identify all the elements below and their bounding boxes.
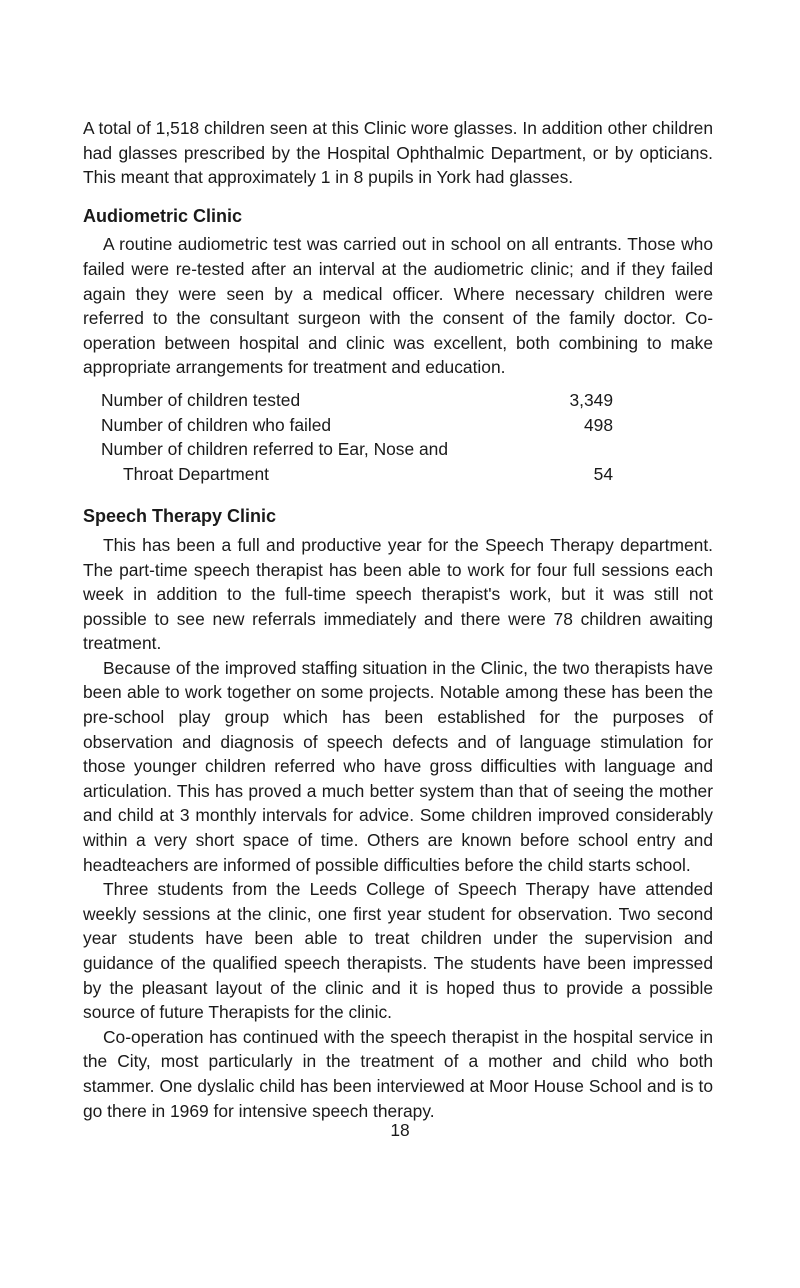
speech-paragraph-3: Three students from the Leeds College of Speech Therapy have attended weekly sessions at the clinic, one first year student for observation. Two second year students have been able to treat children under the supervision and guidance of the qualified speech therapists. The students have been impressed by the pleasant layout of the clinic and it is hoped thus to provide a possible source of future Therapists for the clinic. [83,879,713,1023]
stat-value: 54 [593,463,613,484]
audiometric-heading: Audiometric Clinic [83,205,243,226]
audiometric-stats [83,388,613,486]
stat-label: Number of children tested [101,389,301,410]
stat-row-referred-line2 [101,462,613,487]
document-page [83,116,713,1123]
speech-paragraph-4: Co-operation has continued with the speech therapist in the hospital service in the City, most particularly in the treatment of a mother and child who both stammer. One dyslalic child has been interviewed at Moor House School and is to go there in 1969 for intensive speech therapy. [83,1026,713,1121]
speech-therapy-heading: Speech Therapy Clinic [83,506,277,527]
stat-row-failed [101,413,613,438]
audiometric-paragraph: A routine audiometric test was carried out in school on all entrants. Those who failed were re-tested after an interval at the audiometric clinic; and if they failed again they were seen by a medical officer. Where necessary children were referred to the consultant surgeon with the consent of the family doctor. Co-operation between hospital and clinic was excellent, both combining to make appropriate arrangements for treatment and education. [83,234,713,378]
stat-label: Number of children who failed [101,414,332,435]
speech-paragraph-2: Because of the improved staffing situation in the Clinic, the two therapists have been able to work together on some projects. Notable among these has been the pre-school play group which has been established for the purposes of observation and diagnosis of speech defects and of language stimulation for those younger children referred who have gross difficulties with language and articulation. This has proved a much better system than that of seeing the mother and child at 3 monthly intervals for advice. Some children improved considerably within a very short space of time. Others are known before school entry and headteachers are informed of possible difficulties before the child starts school. [83,657,713,875]
speech-paragraph-1: This has been a full and productive year for the Speech Therapy department. The part-time speech therapist has been able to work for four full sessions each week in addition to the full-time speech therapist's work, but it was still not possible to see new referrals immediately and there were 78 children awaiting treatment. [83,534,713,654]
stat-label: Number of children referred to Ear, Nose and [101,439,449,460]
intro-paragraph: A total of 1,518 children seen at this Clinic wore glasses. In addition other children had glasses prescribed by the Hospital Ophthalmic Department, or by opticians. This meant that approximately 1 in 8 pupils in York had glasses. [83,118,713,188]
stat-row-referred-line1 [101,437,613,462]
page-number: 18 [390,1120,410,1140]
stat-value: 3,349 [569,389,613,410]
stat-value: 498 [583,414,613,435]
stat-label: Throat Department [123,463,269,484]
stat-row-tested [101,388,613,413]
